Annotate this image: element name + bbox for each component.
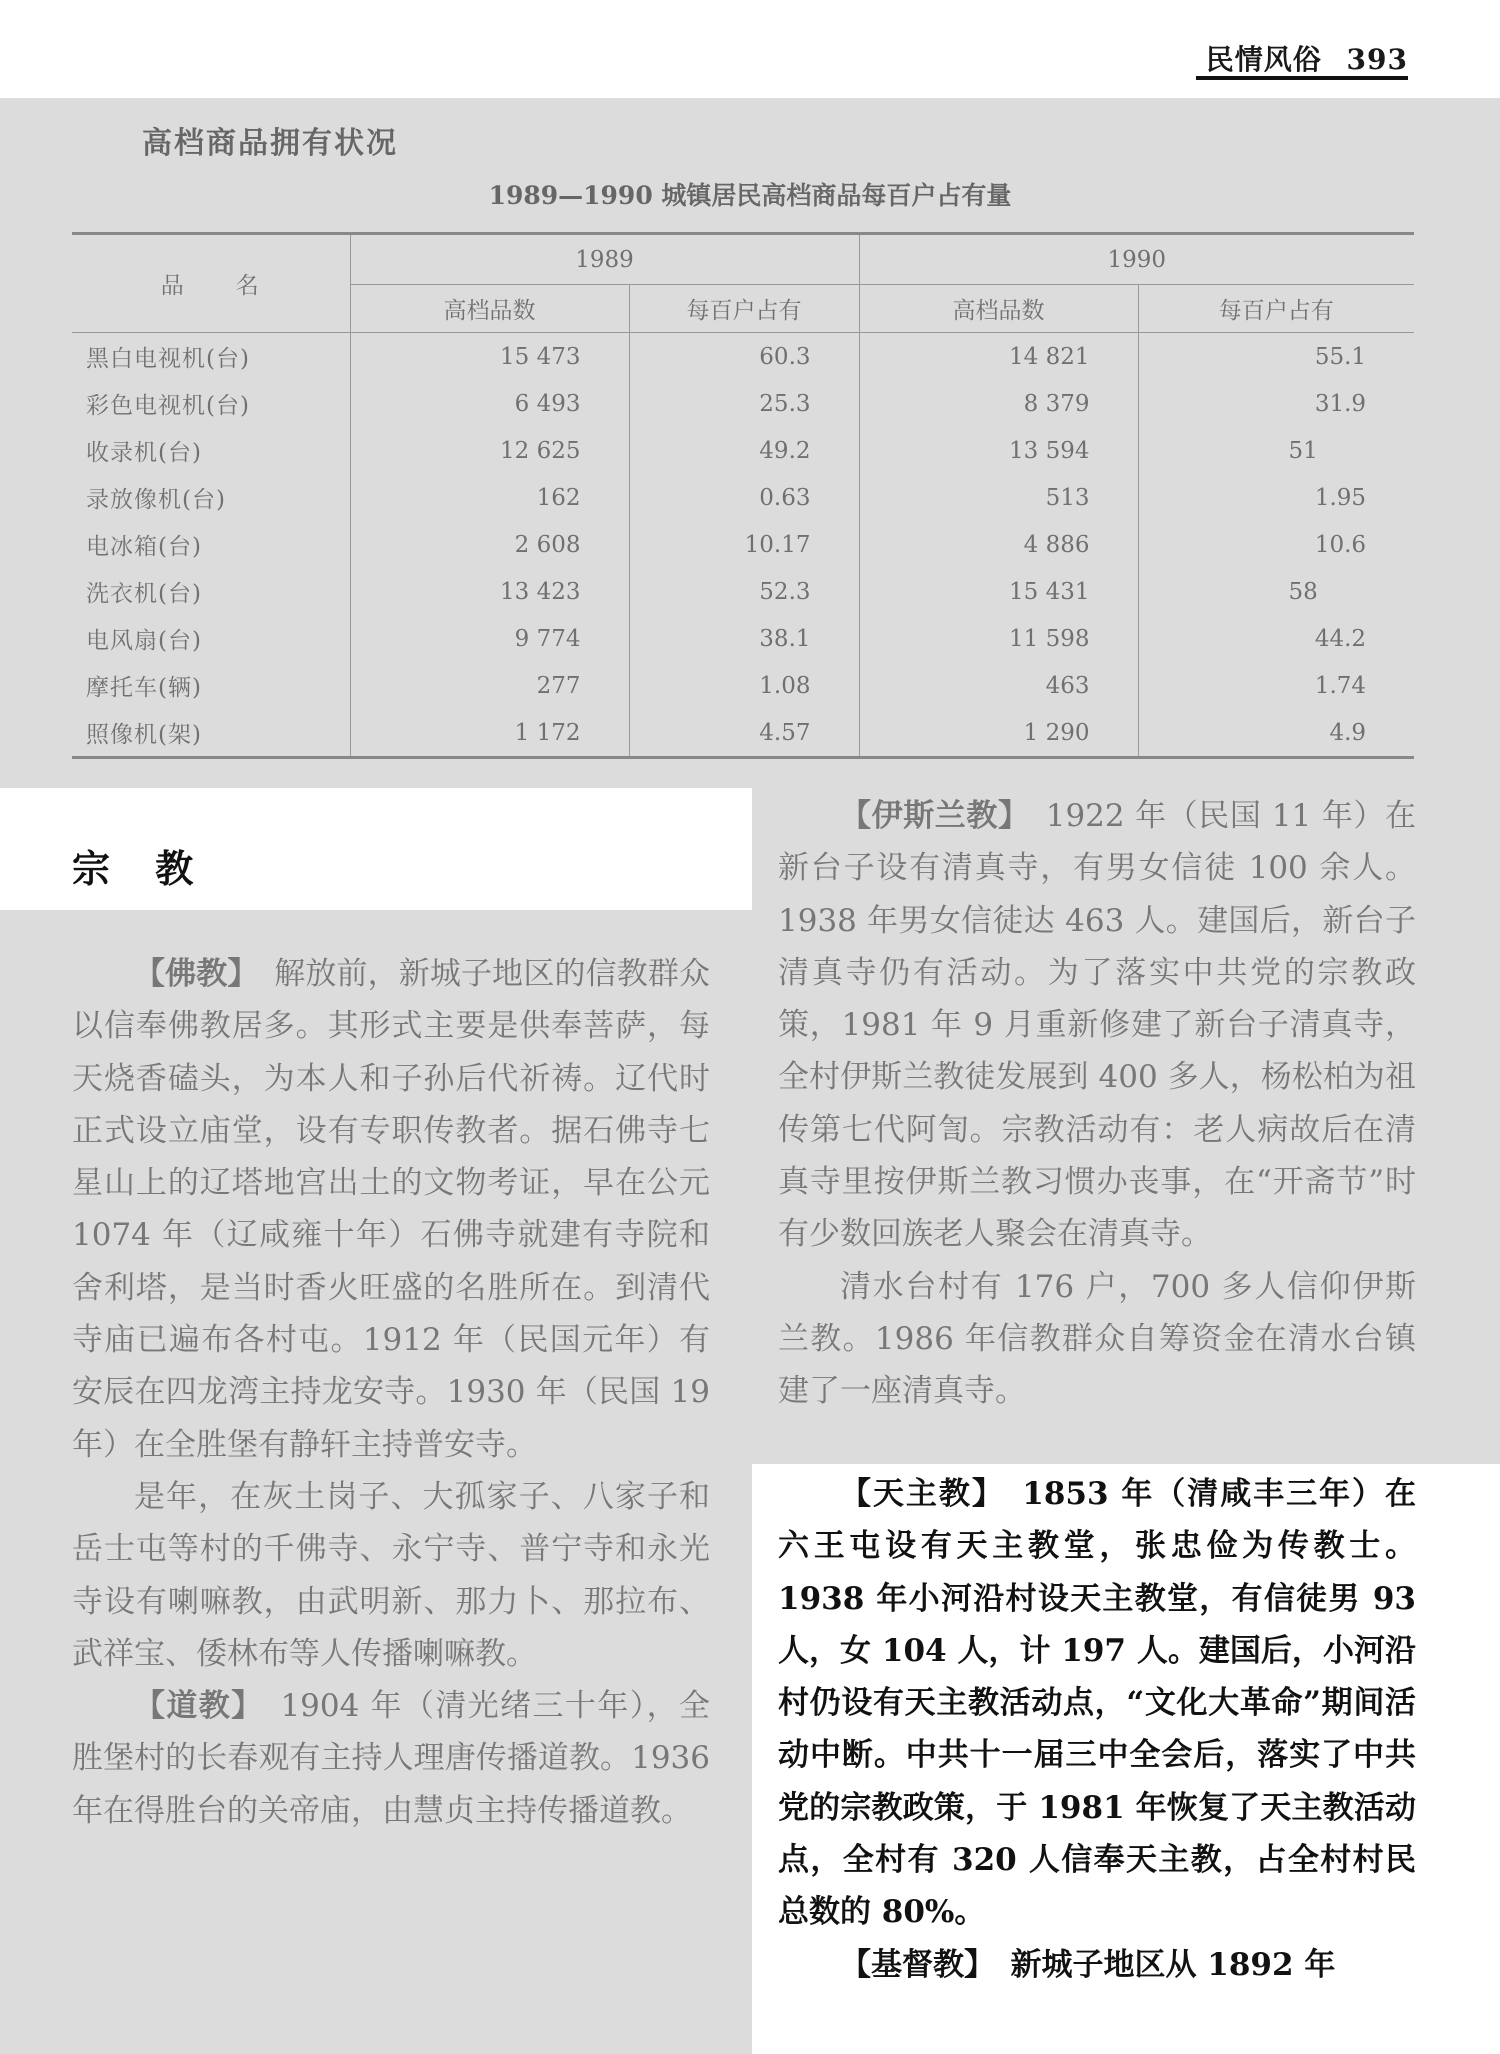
header-per-hundred-1990: 每百户占有 [1138, 285, 1414, 333]
table-row [72, 615, 1414, 662]
table-row [72, 333, 1414, 381]
header-year-1989: 1989 [350, 234, 859, 285]
lama-paragraph: 是年，在灰土岗子、大孤家子、八家子和岳士屯等村的千佛寺、永宁寺、普宁寺和永光寺设有喇嘛教，由武明新、那力卜、那拉布、武祥宝、倭林布等人传播喇嘛教。 [72, 1478, 710, 1672]
cell-count-1990: 513 [859, 474, 1138, 521]
table-row [72, 662, 1414, 709]
cell-per-hundred-1989: 0.63 [629, 474, 859, 521]
cell-count-1989: 1 172 [350, 709, 629, 758]
running-header [1206, 38, 1408, 78]
cell-per-hundred-1989: 4.57 [629, 709, 859, 758]
cell-per-hundred-1990: 55.1 [1314, 343, 1367, 370]
cell-count-1990: 4 886 [859, 521, 1138, 568]
header-rule [1196, 76, 1408, 80]
cell-count-1990: 15 431 [859, 568, 1138, 615]
islam-label: 【伊斯兰教】 [840, 798, 1015, 834]
goods-ownership-table [72, 232, 1414, 759]
row-name: 洗衣机(台) [72, 568, 350, 615]
buddhism-paragraph [72, 948, 710, 1471]
cell-count-1989: 15 473 [350, 333, 629, 381]
islam-paragraph [778, 790, 1416, 1261]
cell-count-1989: 2 608 [350, 521, 629, 568]
cell-count-1989: 13 423 [350, 568, 629, 615]
buddhism-text: 解放前，新城子地区的信教群众以信奉佛教居多。其形式主要是供奉菩萨，每天烧香磕头，为本人和子孙后代祈祷。辽代时正式设立庙堂，设有专职传教者。据石佛寺七星山上的辽塔地宫出土的文物考证，早在公元 1074 年（辽咸雍十年）石佛寺就建有寺院和舍利塔，是当时香火旺盛的名胜所在。到清代寺庙已遍布各村屯。1912 年（民国元年）有安辰在四龙湾主持龙安寺。1930 年（民国 19 年）在全胜堡有静轩主持普安寺。 [72, 956, 711, 1463]
cell-per-hundred-1989: 49.2 [629, 427, 859, 474]
cell-per-hundred-1990: 58 [1288, 578, 1318, 605]
row-name: 摩托车(辆) [72, 662, 350, 709]
taoism-text: 1904 年（清光绪三十年），全胜堡村的长春观有主持人理唐传播道教。1936 年在得胜台的关帝庙，由慧贞主持传播道教。 [72, 1688, 710, 1829]
table-row [72, 521, 1414, 568]
row-name: 照像机(架) [72, 709, 350, 758]
cell-count-1990: 13 594 [859, 427, 1138, 474]
row-name: 电风扇(台) [72, 615, 350, 662]
header-per-hundred-1989: 每百户占有 [629, 285, 859, 333]
right-text-column-top [778, 790, 1416, 1418]
buddhism-label: 【佛教】 [134, 956, 244, 992]
row-name: 电冰箱(台) [72, 521, 350, 568]
cell-per-hundred-1989: 10.17 [629, 521, 859, 568]
table-row [72, 427, 1414, 474]
page-number: 393 [1346, 43, 1408, 76]
left-text-column [72, 948, 710, 1837]
cell-count-1990: 11 598 [859, 615, 1138, 662]
cell-per-hundred-1989: 52.3 [629, 568, 859, 615]
catholic-paragraph [778, 1468, 1416, 1939]
islam-text: 1922 年（民国 11 年）在新台子设有清真寺，有男女信徒 100 余人。1938 年男女信徒达 463 人。建国后，新台子清真寺仍有活动。为了落实中共党的宗教政策，1981 年 9 月重新修建了新台子清真寺，全村伊斯兰教徒发展到 400 多人，杨松柏为祖传第七代阿訇。宗教活动有：老人病故后在清真寺里按伊斯兰教习惯办丧事，在“开斋节”时有少数回族老人聚会在清真寺。 [778, 798, 1417, 1253]
christian-paragraph [778, 1939, 1416, 1991]
header-count-1989: 高档品数 [350, 285, 629, 333]
table-row [72, 709, 1414, 758]
cell-per-hundred-1990: 44.2 [1314, 625, 1367, 652]
cell-count-1989: 277 [350, 662, 629, 709]
cell-per-hundred-1990: 1.95 [1314, 484, 1367, 511]
catholic-label: 【天主教】 [840, 1476, 990, 1512]
cell-per-hundred-1990: 31.9 [1314, 390, 1367, 417]
table-title: 1989—1990 城镇居民高档商品每百户占有量 [488, 181, 1012, 210]
cell-count-1989: 9 774 [350, 615, 629, 662]
christian-text: 新城子地区从 1892 年 [1010, 1946, 1336, 1983]
cell-count-1990: 463 [859, 662, 1138, 709]
cell-per-hundred-1989: 38.1 [629, 615, 859, 662]
right-text-column-bottom [778, 1468, 1416, 1991]
cell-per-hundred-1990: 10.6 [1314, 531, 1367, 558]
cell-count-1990: 14 821 [859, 333, 1138, 381]
religion-heading: 宗 教 [72, 846, 210, 891]
row-name: 彩色电视机(台) [72, 380, 350, 427]
catholic-text: 1853 年（清咸丰三年）在六王屯设有天主教堂，张忠俭为传教士。1938 年小河沿村设天主教堂，有信徒男 93 人，女 104 人，计 197 人。建国后，小河沿村仍设有天主教活动点，“文化大革命”期间活动中断。中共十一届三中全会后，落实了中共党的宗教政策，于 1981 年恢复了天主教活动点，全村有 320 人信奉天主教，占全村村民总数的 80%。 [778, 1476, 1417, 1931]
header-year-1990: 1990 [859, 234, 1414, 285]
taoism-paragraph [72, 1680, 710, 1837]
cell-count-1990: 8 379 [859, 380, 1138, 427]
cell-per-hundred-1989: 60.3 [629, 333, 859, 381]
row-name: 录放像机(台) [72, 474, 350, 521]
cell-count-1989: 162 [350, 474, 629, 521]
row-name: 收录机(台) [72, 427, 350, 474]
cell-per-hundred-1990: 51 [1288, 437, 1318, 464]
cell-count-1990: 1 290 [859, 709, 1138, 758]
header-count-1990: 高档品数 [859, 285, 1138, 333]
cell-count-1989: 6 493 [350, 380, 629, 427]
taoism-label: 【道教】 [134, 1688, 249, 1725]
table-row [72, 380, 1414, 427]
cell-per-hundred-1990: 1.74 [1314, 672, 1367, 699]
header-section: 民情风俗 [1205, 43, 1322, 76]
table-header-row [72, 234, 1414, 285]
cell-count-1989: 12 625 [350, 427, 629, 474]
cell-per-hundred-1989: 25.3 [629, 380, 859, 427]
cell-per-hundred-1989: 1.08 [629, 662, 859, 709]
christian-label: 【基督教】 [840, 1946, 980, 1983]
qingshuitai-paragraph: 清水台村有 176 户，700 多人信仰伊斯兰教。1986 年信教群众自筹资金在清水台镇建了一座清真寺。 [778, 1268, 1416, 1410]
header-item-name: 品 名 [72, 234, 350, 333]
table-row [72, 568, 1414, 615]
table-row [72, 474, 1414, 521]
section-subtitle: 高档商品拥有状况 [142, 126, 398, 161]
cell-per-hundred-1990: 4.9 [1138, 709, 1414, 758]
row-name: 黑白电视机(台) [72, 333, 350, 381]
